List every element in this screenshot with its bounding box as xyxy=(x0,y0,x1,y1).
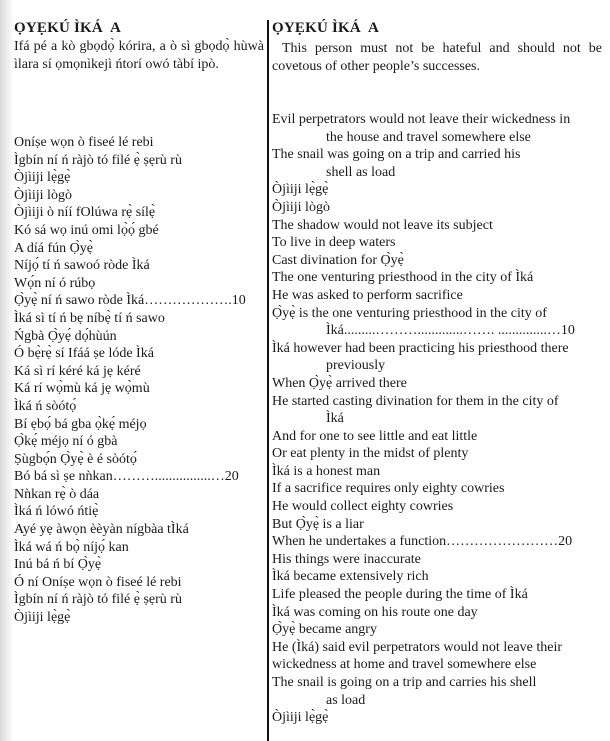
verse-line: If a sacrifice requires only eighty cowries xyxy=(272,481,505,497)
verse-line: Or eat plenty in the midst of plenty xyxy=(272,446,469,462)
verse-line: When he undertakes a function……………………20 xyxy=(272,534,573,550)
verse-continuation: as load xyxy=(326,692,366,708)
verse-line: Wọ́n ní ó rúbọ xyxy=(14,275,96,291)
verse-line: The snail is going on a trip and carries his shell as load xyxy=(272,674,602,709)
verse-line: His things were inaccurate xyxy=(272,551,421,567)
verse-line: But Ọ̀yẹ̀ is a liar xyxy=(272,516,364,532)
verse-line: Evil perpetrators would not leave their wickedness in the house and travel somewhere else xyxy=(272,111,602,146)
verse-line: Ọ̀yẹ̀ is the one venturing priesthood in the city of Ìká.........……….............……. ..............…10 xyxy=(272,305,602,340)
english-verse-list xyxy=(272,111,602,727)
verse-line: Ìká became extensively rich xyxy=(272,569,429,585)
verse-line: Bó bá sì ṣe nǹkan………................…20 xyxy=(14,469,239,485)
verse-line: Nǹkan rẹ̀ ò dáa xyxy=(14,486,100,502)
verse-line: Ìká ń lówó ńtiẹ̀ xyxy=(14,504,99,520)
verse-line: Ìká is a honest man xyxy=(272,463,381,479)
verse-line: The snail was going on a trip and carried his shell as load xyxy=(272,146,602,181)
verse-line: Òjìiji lògò xyxy=(272,199,330,215)
verse-line: Òjìiji lògò xyxy=(14,187,72,203)
verse-continuation: Ìká.........……….............……. ..............…10 xyxy=(326,323,575,339)
yoruba-verse-list xyxy=(14,134,264,627)
yoruba-intro: Ifá pé a kò gbọdọ̀ kórira, a ò sì gbọdọ̀ hùwà ìlara sí ọmọnìkejì ńtorí owó tàbí ipò. xyxy=(14,39,264,72)
verse-line: Ká rí wọ̀mù ká jẹ wọ̀mù xyxy=(14,381,150,397)
verse-line: Ọ̀yẹ̀ ní ń sawo ròde Ìká……………….10 xyxy=(14,293,246,309)
verse-line: The shadow would not leave its subject xyxy=(272,217,493,233)
verse-line: wickedness at home and travel somewhere else xyxy=(272,657,537,673)
column-divider xyxy=(267,20,269,741)
verse-line: Òjìiji lẹ̀gẹ̀ xyxy=(14,170,71,186)
verse-line: He was asked to perform sacrifice xyxy=(272,287,463,303)
verse-line: Ó bẹ̀rẹ̀ sí Ifáá ṣe lóde Ìká xyxy=(14,346,154,362)
verse-line: Ó ní Oníṣe wọn ò fiseé lé rebi xyxy=(14,574,182,590)
verse-line: Ńgbà Ọ̀yẹ́ dọ́hùún xyxy=(14,328,117,344)
verse-line: Kó sá wọ inú omi lọ̀ọ́ gbé xyxy=(14,222,159,238)
verse-line: Ìká however had been practicing his priesthood there previously xyxy=(272,340,602,375)
verse-line: Ìgbín ní ń ràjò tó filé ẹ̀ ṣẹrù rù xyxy=(14,592,182,608)
verse-line: Bí ẹbọ́ bá gba ọ̀kẹ́ méjọ xyxy=(14,416,147,432)
verse-line: Ọ̀kẹ́ méjọ ní ó gbà xyxy=(14,434,118,450)
verse-line: Ìká was coming on his route one day xyxy=(272,604,478,620)
verse-line: Ìká ń sòótọ́ xyxy=(14,398,77,414)
verse-line: Ìgbín ní ń ràjò tó filé ẹ̀ ṣẹrù rù xyxy=(14,152,182,168)
verse-line: And for one to see little and eat little xyxy=(272,428,478,444)
verse-line: Inú bá ń bí Ọ̀yẹ̀ xyxy=(14,557,102,573)
english-intro: This person must not be hateful and should not be covetous of other people’s successes. xyxy=(272,41,602,74)
verse-line: To live in deep waters xyxy=(272,235,396,251)
verse-continuation: previously xyxy=(326,358,386,374)
verse-line: Ìká wá ń bọ̀ níjọ́ kan xyxy=(14,539,129,555)
verse-continuation: the house and travel somewhere else xyxy=(326,129,531,145)
verse-line: Ọ̀yẹ̀ became angry xyxy=(272,622,377,638)
verse-line: A díá fún Ọ̀yẹ̀ xyxy=(14,240,93,256)
verse-line: Cast divination for Ọ̀yẹ̀ xyxy=(272,252,404,268)
verse-line: When Ọ̀yẹ̀ arrived there xyxy=(272,375,407,391)
verse-line: He started casting divination for them in the city of Ìká xyxy=(272,393,602,428)
verse-line: Òjìiji ò níí fOlúwa rẹ̀ sílẹ̀ xyxy=(14,205,156,221)
verse-line: Òjìiji lẹ̀gẹ̀ xyxy=(272,182,329,198)
verse-line: Òjìiji lẹ̀gẹ̀ xyxy=(272,710,329,726)
page-edge-shadow xyxy=(0,0,14,741)
verse-line: Ayé yẹ àwọn èèyàn nígbàa tÌká xyxy=(14,522,189,538)
english-heading: ỌYẸKÚ ÌKÁ A xyxy=(272,20,379,36)
verse-line: Ká sì rí kéré ká jẹ kéré xyxy=(14,363,141,379)
verse-line: He would collect eighty cowries xyxy=(272,499,454,515)
verse-line: Níjọ́ tí ń sawoó ròde Ìká xyxy=(14,258,150,274)
verse-line: The one venturing priesthood in the city of Ìká xyxy=(272,270,534,286)
verse-line: Ìká sì tí ń bẹ níbẹ̀ tí ń sawo xyxy=(14,310,165,326)
verse-line: Òjìiji lẹ̀gẹ̀ xyxy=(14,610,71,626)
verse-line: Life pleased the people during the time of Ìká xyxy=(272,587,528,603)
verse-line: Ṣùgbọ́n Ọ̀yẹ̀ è é sòótọ́ xyxy=(14,451,137,467)
verse-line: Oníṣe wọn ò fiseé lé rebi xyxy=(14,135,154,150)
verse-continuation: Ìká xyxy=(326,411,344,427)
verse-line: He (Ìká) said evil perpetrators would not leave their xyxy=(272,639,563,655)
verse-continuation: shell as load xyxy=(326,164,396,180)
yoruba-heading: ỌYẸKÚ ÌKÁ A xyxy=(14,20,121,36)
